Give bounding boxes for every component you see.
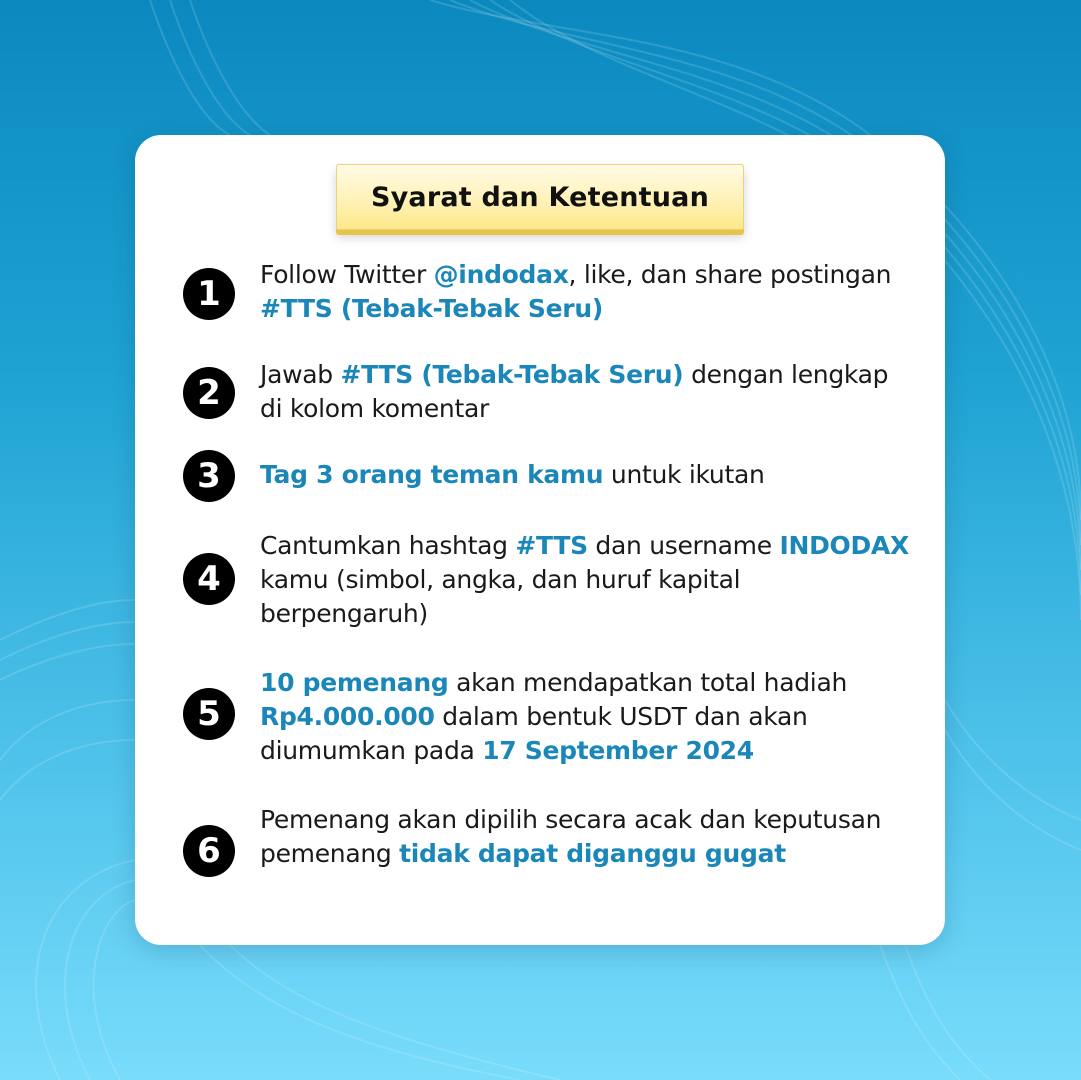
number-badge-3: 3 xyxy=(183,450,235,502)
number-badge-5: 5 xyxy=(183,688,235,740)
terms-card xyxy=(135,135,945,945)
title-banner xyxy=(336,164,744,230)
terms-item-1-text: Follow Twitter @indodax, like, dan share postingan #TTS (Tebak-Tebak Seru) xyxy=(260,260,892,323)
page-title: Syarat dan Ketentuan xyxy=(370,181,710,213)
terms-item-6-text: Pemenang akan dipilih secara acak dan keputusan pemenang tidak dapat diganggu gugat xyxy=(260,805,882,868)
terms-item-2-text: Jawab #TTS (Tebak-Tebak Seru) dengan lengkap di kolom komentar xyxy=(260,360,889,423)
terms-item-4-text: Cantumkan hashtag #TTS dan username INDODAX kamu (simbol, angka, dan huruf kapital berpengaruh) xyxy=(260,531,909,628)
terms-item-5-text: 10 pemenang akan mendapatkan total hadiah Rp4.000.000 dalam bentuk USDT dan akan diumumkan pada 17 September 2024 xyxy=(260,668,848,765)
number-badge-2: 2 xyxy=(183,367,235,419)
number-badge-4: 4 xyxy=(183,553,235,605)
number-badge-1: 1 xyxy=(183,268,235,320)
terms-item-3-text: Tag 3 orang teman kamu untuk ikutan xyxy=(260,460,765,489)
number-badge-6: 6 xyxy=(183,825,235,877)
